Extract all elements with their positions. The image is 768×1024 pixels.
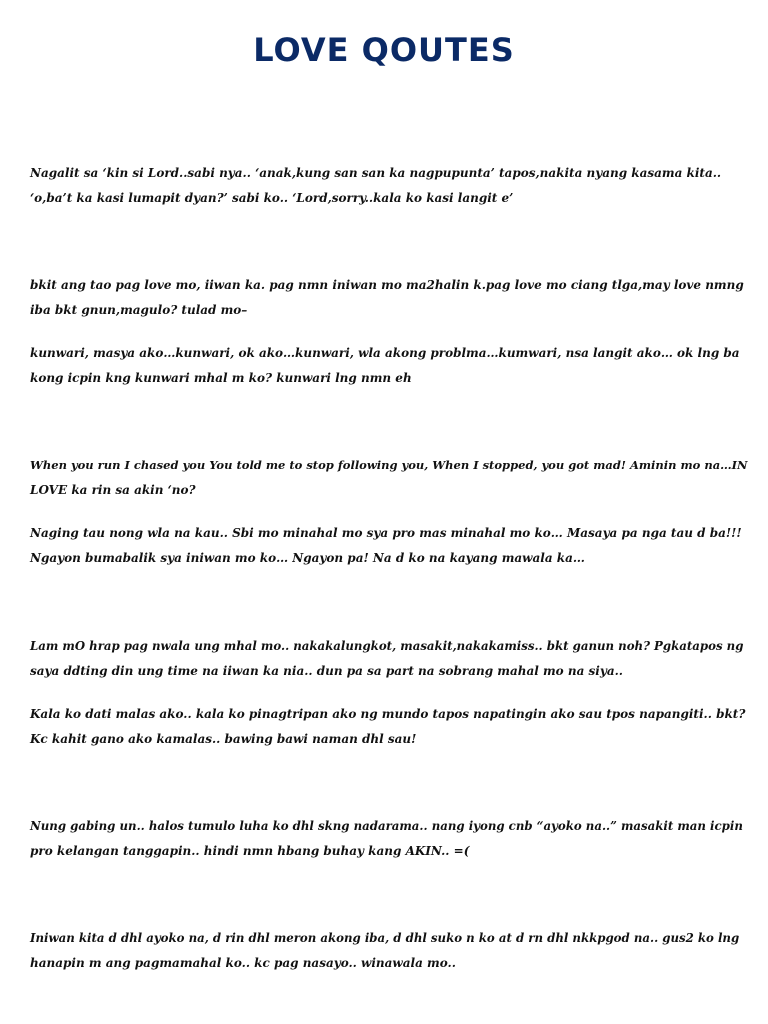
quote-paragraph — [30, 161, 750, 211]
page-title: LOVE QOUTES — [253, 31, 515, 69]
quote-line: When you run I chased you You told me to stop following you, When I stopped, you got mad! Aminin mo na…IN — [30, 458, 748, 472]
quote-paragraph — [30, 702, 750, 752]
quote-line: Ngayon bumabalik sya iniwan mo ko… Ngayon pa! Na d ko na kayang mawala ka… — [30, 551, 585, 565]
quote-line: pro kelangan tanggapin.. hindi nmn hbang buhay kang AKIN.. =( — [30, 844, 470, 858]
quote-line: Iniwan kita d dhl ayoko na, d rin dhl meron akong iba, d dhl suko n ko at d rn dhl nkkpgod na.. gus2 ko lng — [30, 931, 740, 945]
quote-paragraph — [30, 926, 750, 976]
quote-paragraph — [30, 634, 750, 684]
quote-line: bkit ang tao pag love mo, iiwan ka. pag nmn iniwan mo ma2halin k.pag love mo ciang tlga,may love nmng — [30, 278, 744, 292]
quote-line: Nagalit sa ‘kin si Lord..sabi nya.. ‘anak,kung san san ka nagpupunta’ tapos,nakita nyang kasama kita.. — [30, 166, 722, 180]
quote-line: ‘o,ba’t ka kasi lumapit dyan?’ sabi ko.. ‘Lord,sorry..kala ko kasi langit e’ — [30, 191, 514, 205]
quote-line: saya ddting din ung time na iiwan ka nia.. dun pa sa part na sobrang mahal mo na siya.. — [30, 664, 623, 678]
quote-line: LOVE ka rin sa akin ‘no? — [30, 483, 196, 497]
quote-paragraph — [30, 453, 750, 503]
quote-line: kunwari, masya ako…kunwari, ok ako…kunwari, wla akong problma…kumwari, nsa langit ako… ok lng ba — [30, 346, 740, 360]
quote-line: Kala ko dati malas ako.. kala ko pinagtripan ako ng mundo tapos napatingin ako sau tpos napangiti.. bkt? — [30, 707, 746, 721]
quote-paragraph — [30, 341, 750, 391]
quote-line: Naging tau nong wla na kau.. Sbi mo minahal mo sya pro mas minahal mo ko… Masaya pa nga tau d ba!!! — [30, 526, 742, 540]
quote-line: Kc kahit gano ako kamalas.. bawing bawi naman dhl sau! — [30, 732, 417, 746]
quote-line: Nung gabing un.. halos tumulo luha ko dhl skng nadarama.. nang iyong cnb “ayoko na..” masakit man icpin — [30, 819, 743, 833]
quote-line: iba bkt gnun,magulo? tulad mo– — [30, 303, 248, 317]
quote-line: kong icpin kng kunwari mhal m ko? kunwari lng nmn eh — [30, 371, 412, 385]
quote-paragraph — [30, 521, 750, 571]
quote-paragraph — [30, 273, 750, 323]
quote-line: hanapin m ang pagmamahal ko.. kc pag nasayo.. winawala mo.. — [30, 956, 456, 970]
quote-paragraph — [30, 814, 750, 864]
quote-line: Lam mO hrap pag nwala ung mhal mo.. nakakalungkot, masakit,nakakamiss.. bkt ganun noh? Pgkatapos ng — [30, 639, 744, 653]
